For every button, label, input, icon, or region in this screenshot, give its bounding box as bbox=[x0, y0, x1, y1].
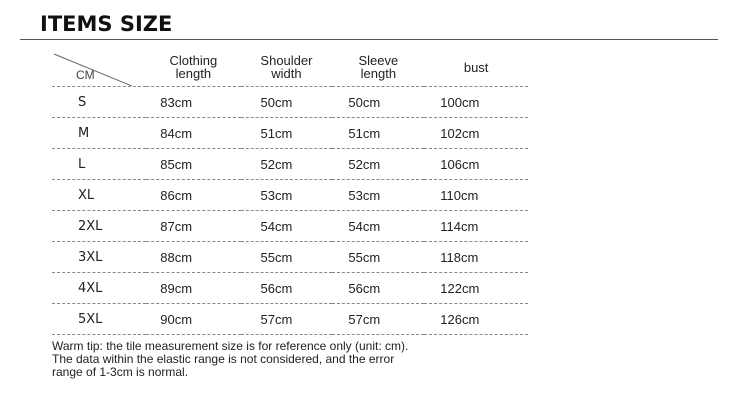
bust-value: 100cm bbox=[424, 87, 528, 118]
sleeve-length-value: 57cm bbox=[332, 304, 424, 335]
bust-value: 102cm bbox=[424, 118, 528, 149]
table-row bbox=[52, 242, 528, 273]
shoulder-width-value: 54cm bbox=[241, 211, 333, 242]
note-line: Warm tip: the tile measurement size is for reference only (unit: cm). bbox=[52, 339, 409, 353]
header-clothing-length bbox=[146, 48, 240, 87]
shoulder-width-value: 52cm bbox=[241, 149, 333, 180]
bust-value: 118cm bbox=[424, 242, 528, 273]
shoulder-width-value: 50cm bbox=[241, 87, 333, 118]
warm-tip-note bbox=[52, 340, 492, 379]
size-label: XL bbox=[52, 180, 146, 211]
size-label: L bbox=[52, 149, 146, 180]
header-shoulder-width bbox=[241, 48, 333, 87]
shoulder-width-value: 56cm bbox=[241, 273, 333, 304]
bust-value: 106cm bbox=[424, 149, 528, 180]
clothing-length-value: 87cm bbox=[146, 211, 240, 242]
table-row bbox=[52, 304, 528, 335]
header-sleeve-length bbox=[332, 48, 424, 87]
table-row bbox=[52, 87, 528, 118]
sleeve-length-value: 55cm bbox=[332, 242, 424, 273]
shoulder-width-value: 57cm bbox=[241, 304, 333, 335]
shoulder-width-value: 53cm bbox=[241, 180, 333, 211]
header-line: length bbox=[175, 66, 212, 81]
bust-value: 122cm bbox=[424, 273, 528, 304]
sleeve-length-value: 51cm bbox=[332, 118, 424, 149]
table-row bbox=[52, 180, 528, 211]
clothing-length-value: 85cm bbox=[146, 149, 240, 180]
bust-value: 126cm bbox=[424, 304, 528, 335]
page-title: ITEMS SIZE bbox=[40, 12, 173, 36]
corner-cell bbox=[52, 48, 146, 87]
unit-label: CM bbox=[76, 68, 95, 82]
sleeve-length-value: 53cm bbox=[332, 180, 424, 211]
clothing-length-value: 83cm bbox=[146, 87, 240, 118]
sleeve-length-value: 50cm bbox=[332, 87, 424, 118]
clothing-length-value: 89cm bbox=[146, 273, 240, 304]
table-row bbox=[52, 118, 528, 149]
header-line: Shoulder bbox=[260, 53, 313, 68]
size-label: S bbox=[52, 87, 146, 118]
header-bust bbox=[424, 48, 528, 87]
bust-value: 114cm bbox=[424, 211, 528, 242]
size-label: 2XL bbox=[52, 211, 146, 242]
title-divider bbox=[20, 39, 718, 40]
shoulder-width-value: 51cm bbox=[241, 118, 333, 149]
size-label: M bbox=[52, 118, 146, 149]
header-line: width bbox=[271, 66, 302, 81]
header-line: Sleeve bbox=[358, 53, 399, 68]
note-line: The data within the elastic range is not considered, and the error bbox=[52, 352, 395, 366]
table-row bbox=[52, 211, 528, 242]
header-line: bust bbox=[463, 59, 489, 75]
size-label: 4XL bbox=[52, 273, 146, 304]
clothing-length-value: 88cm bbox=[146, 242, 240, 273]
note-line: range of 1-3cm is normal. bbox=[52, 365, 189, 379]
table-row bbox=[52, 273, 528, 304]
header-line: length bbox=[360, 66, 397, 81]
table-row bbox=[52, 149, 528, 180]
clothing-length-value: 84cm bbox=[146, 118, 240, 149]
table-header-row bbox=[52, 48, 528, 87]
size-table bbox=[52, 48, 528, 335]
size-label: 5XL bbox=[52, 304, 146, 335]
size-label: 3XL bbox=[52, 242, 146, 273]
clothing-length-value: 90cm bbox=[146, 304, 240, 335]
sleeve-length-value: 56cm bbox=[332, 273, 424, 304]
bust-value: 110cm bbox=[424, 180, 528, 211]
sleeve-length-value: 52cm bbox=[332, 149, 424, 180]
clothing-length-value: 86cm bbox=[146, 180, 240, 211]
shoulder-width-value: 55cm bbox=[241, 242, 333, 273]
sleeve-length-value: 54cm bbox=[332, 211, 424, 242]
header-line: Clothing bbox=[169, 53, 218, 68]
